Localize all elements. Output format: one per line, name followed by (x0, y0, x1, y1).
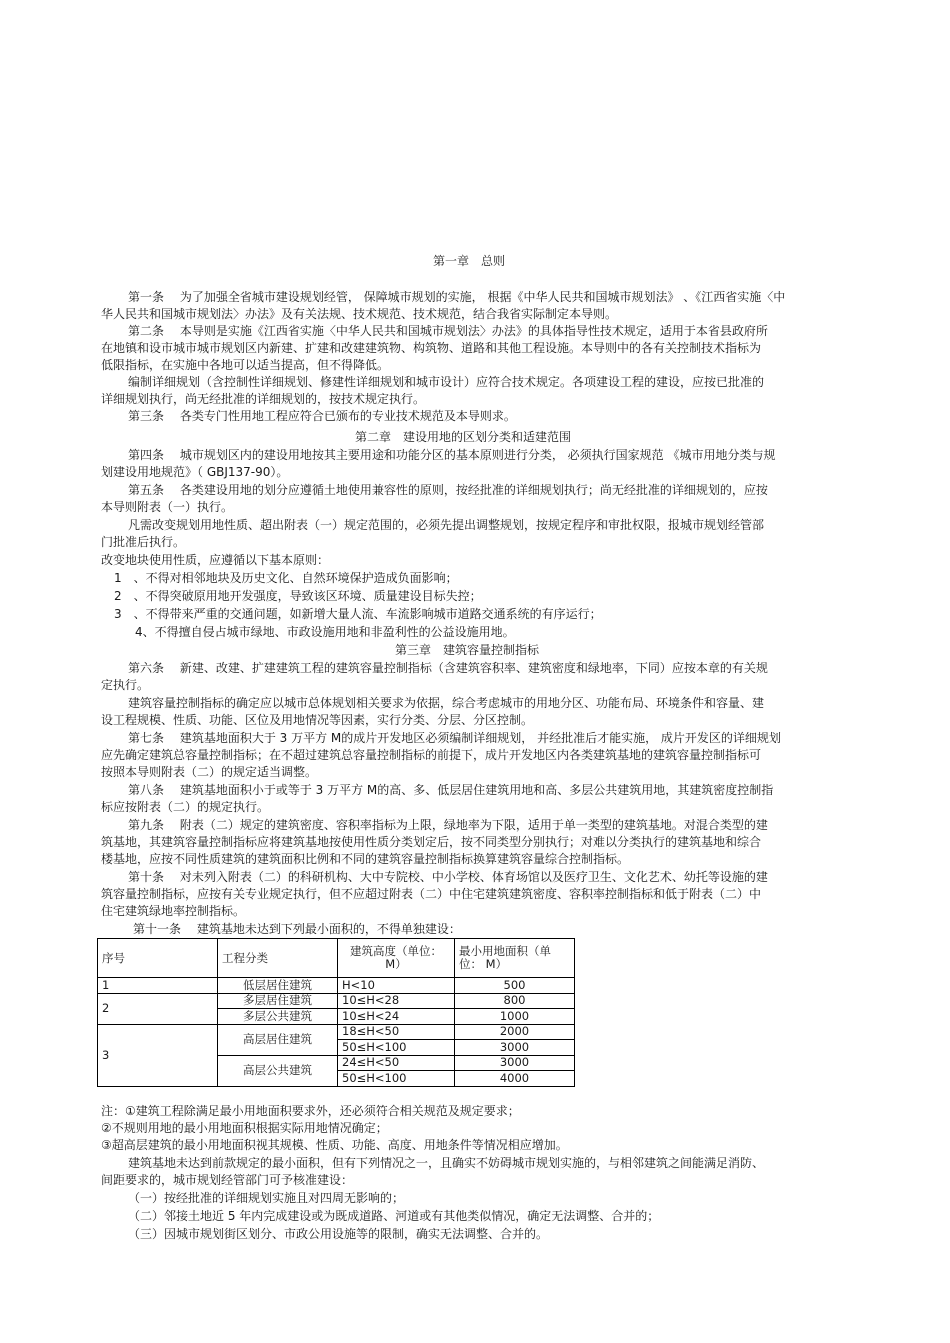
article1-line2: 华人民共和国城市规划法〉办法》及有关法规、技术规范、技术规范，结合我省实际制定本导则。 (101, 307, 618, 321)
article9-line3: 楼基地，应按不同性质建筑的建筑面积比例和不同的建筑容量控制指标换算建筑容量综合控制指标。 (101, 852, 630, 866)
chapter3-title: 第三章 建筑容量控制指标 (395, 643, 540, 657)
principle-3: 3 、不得带来严重的交通问题，如新增大量人流、车流影响城市道路交通系统的有序运行； (114, 607, 602, 621)
table-header-row (98, 939, 575, 978)
article7-line1: 第七条 建筑基地面积大于 3 万平方 M的成片开发地区必须编制详细规划， 并经批准后才能实施， 成片开发区的详细规划 (128, 731, 781, 745)
cell-type: 低层居住建筑 (218, 978, 338, 994)
article6-line2: 定执行。 (101, 678, 150, 692)
article8-line2: 标应按附表（二）的规定执行。 (101, 800, 270, 814)
article2-line1: 第二条 本导则是实施《江西省实施〈中华人民共和国城市规划法〉办法》的具体指导性技术规定，适用于本省县政府所 (128, 324, 768, 338)
article2-para2-line2: 详细规划执行，尚无经批准的详细规划的，按技术规定执行。 (101, 392, 426, 406)
cell-area: 1000 (455, 1009, 575, 1025)
cell-seq: 3 (98, 1024, 218, 1086)
article5-para2-line2: 门批准后执行。 (101, 535, 186, 549)
cell-type: 多层居住建筑 (218, 993, 338, 1009)
article3: 第三条 各类专门性用地工程应符合已颁布的专业技术规范及本导则求。 (128, 409, 516, 423)
note-3: ③超高层建筑的最小用地面积视其规模、性质、功能、高度、用地条件等情况相应增加。 (101, 1138, 568, 1152)
article10-line1: 第十条 对未列入附表（二）的科研机构、大中专院校、中小学校、体育场馆以及医疗卫生、文化艺术、幼托等设施的建 (128, 870, 768, 884)
cell-area: 4000 (455, 1071, 575, 1087)
exception-item-3: （三）因城市规划街区划分、市政公用设施等的限制，确实无法调整、合并的。 (128, 1227, 549, 1241)
header-height: 建筑高度（单位： M） (338, 939, 455, 978)
article8-line1: 第八条 建筑基地面积小于或等于 3 万平方 M的高、多、低层居住建筑用地和高、多层公共建筑用地，其建筑密度控制指 (128, 783, 774, 797)
cell-area: 3000 (455, 1040, 575, 1056)
cell-height: 50≤H<100 (338, 1071, 455, 1087)
article4-line2: 划建设用地规范》（ GBJ137-90）。 (101, 465, 289, 479)
cell-area: 2000 (455, 1024, 575, 1040)
exception-item-1: （一）按经批准的详细规划实施且对四周无影响的； (128, 1191, 405, 1205)
cell-height: H<10 (338, 978, 455, 994)
article2-line2: 在地镇和设市城市城市规划区内新建、扩建和改建建筑物、构筑物、道路和其他工程设施。本导则中的各有关控制技术指标为 (101, 341, 762, 355)
exception-item-2: （二）邻接土地近 5 年内完成建设或为既成道路、河道或有其他类似情况，确定无法调整、合并的； (128, 1209, 660, 1223)
min-area-table (97, 938, 575, 1087)
cell-seq: 1 (98, 978, 218, 994)
table-row (98, 978, 575, 994)
chapter1-title: 第一章 总则 (433, 254, 506, 268)
cell-area: 800 (455, 993, 575, 1009)
article7-line2: 应先确定建筑总容量控制指标；在不超过建筑总容量控制指标的前提下，成片开发地区内各类建筑基地的建筑容量控制指标可 (101, 748, 762, 762)
cell-type: 多层公共建筑 (218, 1009, 338, 1025)
principle-2: 2 、不得突破原用地开发强度，导致该区环境、质量建设目标失控； (114, 589, 482, 603)
chapter2-title: 第二章 建设用地的区划分类和适建范围 (355, 430, 572, 444)
article11: 第十一条 建筑基地未达到下列最小面积的，不得单独建设： (133, 922, 461, 936)
cell-height: 10≤H<28 (338, 993, 455, 1009)
article2-para2-line1: 编制详细规划（含控制性详细规划、修建性详细规划和城市设计）应符合技术规定。各项建设工程的建设，应按已批准的 (128, 375, 765, 389)
cell-height: 10≤H<24 (338, 1009, 455, 1025)
cell-height: 18≤H<50 (338, 1024, 455, 1040)
principles-intro: 改变地块使用性质，应遵循以下基本原则： (101, 553, 330, 567)
cell-height: 50≤H<100 (338, 1040, 455, 1056)
article6-para2-line2: 设工程规模、性质、功能、区位及用地情况等因素，实行分类、分层、分区控制。 (101, 713, 534, 727)
table-row (98, 1024, 575, 1040)
cell-seq: 2 (98, 993, 218, 1024)
cell-area: 3000 (455, 1055, 575, 1071)
table-row (98, 993, 575, 1009)
article5-para2-line1: 凡需改变规划用地性质、超出附表（一）规定范围的，必须先提出调整规划，按规定程序和审批权限，报城市规划经管部 (128, 518, 765, 532)
article4-line1: 第四条 城市规划区内的建设用地按其主要用途和功能分区的基本原则进行分类， 必须执行国家规范 《城市用地分类与规 (128, 448, 776, 462)
cell-area: 500 (455, 978, 575, 994)
exception-line2: 间距要求的，城市规划经管部门可予核准建设： (101, 1173, 354, 1187)
cell-type: 高层公共建筑 (218, 1055, 338, 1086)
article10-line2: 筑容量控制指标，应按有关专业规定执行，但不应超过附表（二）中住宅建筑建筑密度、容积率控制指标和低于附表（二）中 (101, 887, 762, 901)
article7-line3: 按照本导则附表（二）的规定适当调整。 (101, 765, 318, 779)
article10-line3: 住宅建筑绿地率控制指标。 (101, 904, 246, 918)
cell-height: 24≤H<50 (338, 1055, 455, 1071)
article6-line1: 第六条 新建、改建、扩建建筑工程的建筑容量控制指标（含建筑容积率、建筑密度和绿地率，下同）应按本章的有关规 (128, 661, 768, 675)
note-1: 注：①建筑工程除满足最小用地面积要求外，还必须符合相关规范及规定要求； (101, 1104, 520, 1118)
article5-line2: 本导则附表（一）执行。 (101, 500, 234, 514)
article9-line1: 第九条 附表（二）规定的建筑密度、容积率指标为上限，绿地率为下限，适用于单一类型的建筑基地。对混合类型的建 (128, 818, 768, 832)
header-min-area: 最小用地面积（单位： M） (455, 939, 575, 978)
header-type: 工程分类 (218, 939, 338, 978)
cell-type: 高层居住建筑 (218, 1024, 338, 1055)
exception-line1: 建筑基地未达到前款规定的最小面积，但有下列情况之一，且确实不妨碍城市规划实施的，与相邻建筑之间能满足消防、 (128, 1156, 765, 1170)
article9-line2: 筑基地，其建筑容量控制指标应将建筑基地按使用性质分类划定后，按不同类型分别执行；对难以分类执行的建筑基地和综合 (101, 835, 762, 849)
principle-4: 4、不得擅自侵占城市绿地、市政设施用地和非盈利性的公益设施用地。 (135, 625, 515, 639)
principle-1: 1 、不得对相邻地块及历史文化、自然环境保护造成负面影响； (114, 571, 458, 585)
article1-line1: 第一条 为了加强全省城市建设规划经管， 保障城市规划的实施， 根据《中华人民共和国城市规划法》 、《江西省实施〈中 (128, 290, 786, 304)
article5-line1: 第五条 各类建设用地的划分应遵循土地使用兼容性的原则，按经批准的详细规划执行；尚无经批准的详细规划的，应按 (128, 483, 768, 497)
header-seq: 序号 (98, 939, 218, 978)
note-2: ②不规则用地的最小用地面积根据实际用地情况确定； (101, 1121, 388, 1135)
article6-para2-line1: 建筑容量控制指标的确定应以城市总体规划相关要求为依据，综合考虑城市的用地分区、功能布局、环境条件和容量、建 (128, 696, 765, 710)
article2-line3: 低限指标，在实施中各地可以适当提高，但不得降低。 (101, 358, 390, 372)
